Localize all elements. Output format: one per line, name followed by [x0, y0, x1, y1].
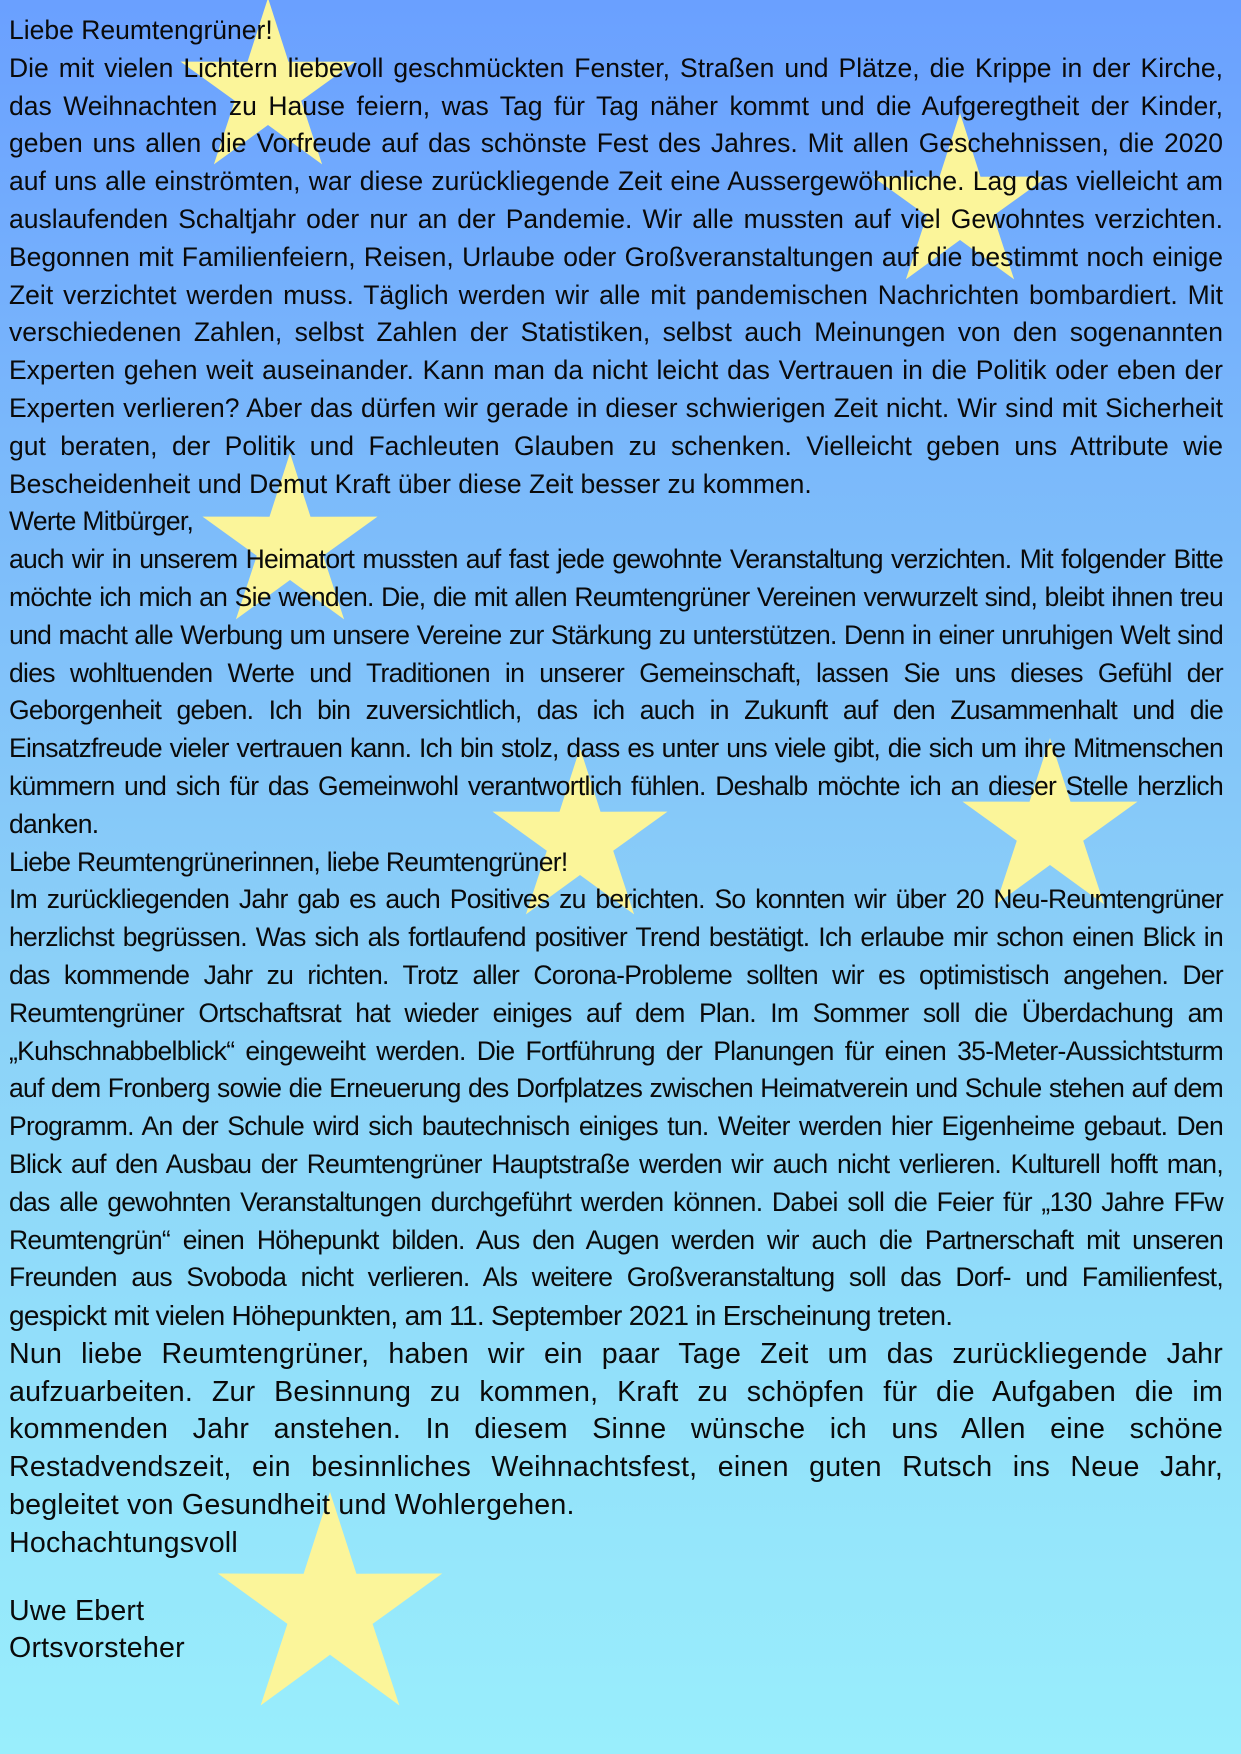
paragraph-vereine: auch wir in unserem Heimatort mussten auf fast jede gewohnte Veranstaltung verzichten. Mit folgender Bitte möchte ich mich an Sie wenden. Die, die mit allen Reumtengrüner Vereinen verwurzelt sind, bleibt ihnen treu und macht alle Werbung um unsere Vereine zur Stärkung zu unterstützen. Denn in einer unruhigen Welt sind dies wohltuenden Werte und Traditionen in unserer Gemeinschaft, lassen Sie uns dieses Gefühl der Geborgenheit geben. Ich bin zuversichtlich, das ich auch in Zukunft auf den Zusammenhalt und die Einsatzfreude vieler vertrauen kann. Ich bin stolz, dass es unter uns viele gibt, die sich um ihre Mitmenschen kümmern und sich für das Gemeinwohl verantwortlich fühlen. Deshalb möchte ich an dieser Stelle herzlich danken. — [9, 544, 1223, 839]
greeting-mitbuerger: Werte Mitbürger, — [9, 506, 194, 537]
signature-name: Uwe Ebert — [9, 1594, 145, 1627]
paragraph-wishes: Nun liebe Reumtengrüner, haben wir ein paar Tage Zeit um das zurückliegende Jahr aufzuarbeiten. Zur Besinnung zu kommen, Kraft zu schöpfen für die Aufgaben die im kommenden Jahr anstehen. In diesem Sinne wünsche ich uns Allen eine schöne Restadvendszeit, ein besinnliches Weihnachtsfest, einen guten Rutsch ins Neue Jahr, begleitet von Gesundheit und Wohlergehen. — [9, 1337, 1223, 1522]
letter — [9, 12, 1223, 1668]
paragraph-ausblick-text: Im zurückliegenden Jahr gab es auch Positives zu berichten. So konnten wir über 20 Neu-Reumtengrüner herzlichst begrüssen. Was sich als fortlaufend positiver Trend bestätigt. Ich erlaube mir schon einen Blick in das kommende Jahr zu richten. Trotz aller Corona-Probleme sollten wir es optimistisch angehen. Der Reumtengrüner Ortschaftsrat hat wieder einiges auf dem Plan. Im Sommer soll die Überdachung am „Kuhschnabbelblick“ eingeweiht werden. Die Fortführung der Planungen für einen 35-Meter-Aussichtsturm auf dem Fronberg sowie die Erneuerung des Dorfplatzes zwischen Heimatverein und Schule stehen auf dem Programm. An der Schule wird sich bautechnisch einiges tun. Weiter werden hier Eigenheime gebaut. Den Blick auf den Ausbau der Reumtengrüner Hauptstraße werden wir auch nicht verlieren. Kulturell hofft man, das alle gewohnten Veranstaltungen durchgeführt werden können. Dabei soll die Feier für „130 Jahre FFw Reumtengrün“ einen Höhepunkt bilden. Aus den Augen werden wir auch die Partnerschaft mit unseren Freunden aus Svoboda nicht verlieren. Als weitere Großveranstaltung soll das Dorf- und Familienfest, — [9, 884, 1223, 1293]
paragraph-intro: Die mit vielen Lichtern liebevoll geschmückten Fenster, Straßen und Plätze, die Krippe in der Kirche, das Weihnachten zu Hause feiern, was Tag für Tag näher kommt und die Aufgeregtheit der Kinder, geben uns allen die Vorfreude auf das schönste Fest des Jahres. Mit allen Geschehnissen, die 2020 auf uns alle einströmten, war diese zurückliegende Zeit eine Aussergewöhnliche. Lag das vielleicht am auslaufenden Schaltjahr oder nur an der Pandemie. Wir alle mussten auf viel Gewohntes verzichten. Begonnen mit Familienfeiern, Reisen, Urlaube oder Großveranstaltungen auf die bestimmt noch einige Zeit verzichtet werden muss. Täglich werden wir alle mit pandemischen Nachrichten bombardiert. Mit verschiedenen Zahlen, selbst Zahlen der Statistiken, selbst auch Meinungen von den sogenannten Experten gehen weit auseinander. Kann man da nicht leicht das Vertrauen in die Politik oder eben der Experten verlieren? Aber das dürfen wir gerade in dieser schwierigen Zeit nicht. Wir sind mit Sicherheit gut beraten, der Politik und Fachleuten Glauben zu schenken. Vielleicht geben uns Attribute wie Bescheidenheit und Demut Kraft über diese Zeit besser zu kommen. — [9, 52, 1223, 499]
paragraph-ausblick-ending: gespickt mit vielen Höhepunkten, am 11. September 2021 in Erscheinung treten. — [9, 1300, 953, 1332]
signature-title: Ortsvorsteher — [9, 1632, 185, 1665]
greeting-reumtengruener: Liebe Reumtengrüner! — [9, 15, 273, 45]
greeting-reumtengruenerinnen: Liebe Reumtengrünerinnen, liebe Reumtengrüner! — [9, 846, 568, 877]
paragraph-ausblick — [9, 881, 1223, 1336]
closing: Hochachtungsvoll — [9, 1526, 238, 1559]
